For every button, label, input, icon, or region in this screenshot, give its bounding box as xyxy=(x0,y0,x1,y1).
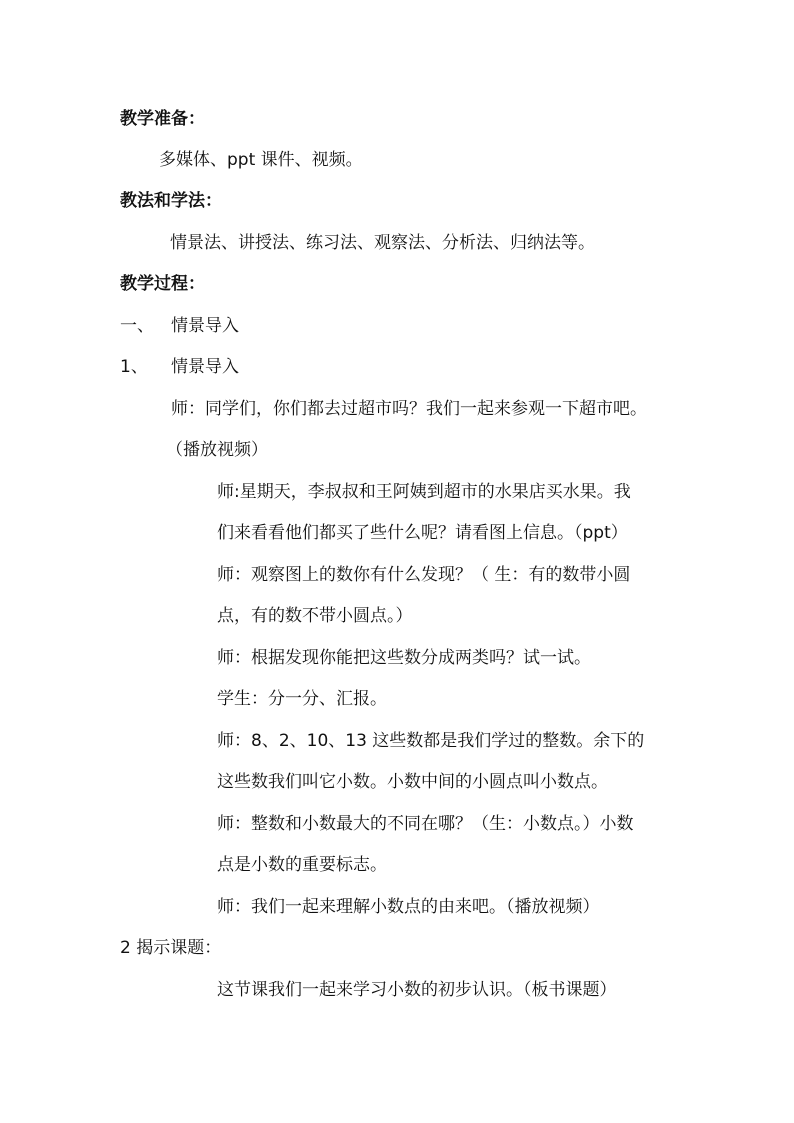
paragraph-3-line-1: 师：观察图上的数你有什么发现？（ 生：有的数带小圆 xyxy=(217,565,631,585)
paragraph-2-line-2: 们来看看他们都买了些什么呢？请看图上信息。（ppt） xyxy=(217,523,628,543)
paragraph-6-line-1: 师：8、2、10、13 这些数都是我们学过的整数。余下的 xyxy=(217,731,645,751)
section1-title: 情景导入 xyxy=(171,316,239,336)
paragraph-7-line-1: 师：整数和小数最大的不同在哪？（生：小数点。）小数 xyxy=(217,814,634,834)
subsection1-number: 1、 xyxy=(120,357,148,377)
subsection2-heading: 2 揭示课题： xyxy=(120,938,222,958)
paragraph-3-line-2: 点，有的数不带小圆点。） xyxy=(217,606,413,626)
process-heading: 教学过程： xyxy=(120,274,205,294)
subsection1-title: 情景导入 xyxy=(171,357,239,377)
paragraph-2-line-1: 师:星期天，李叔叔和王阿姨到超市的水果店买水果。我 xyxy=(217,482,631,502)
section1-number: 一、 xyxy=(120,316,154,336)
paragraph-1: 师：同学们，你们都去过超市吗？我们一起来参观一下超市吧。 xyxy=(171,399,647,419)
paragraph-5: 学生：分一分、汇报。 xyxy=(217,689,387,709)
paragraph-7-line-2: 点是小数的重要标志。 xyxy=(217,855,387,875)
method-text: 情景法、讲授法、练习法、观察法、分析法、归纳法等。 xyxy=(170,233,595,253)
paragraph-4: 师：根据发现你能把这些数分成两类吗？试一试。 xyxy=(217,648,591,668)
paragraph-8: 师：我们一起来理解小数点的由来吧。（播放视频） xyxy=(217,897,600,917)
paragraph-9: 这节课我们一起来学习小数的初步认识。（板书课题） xyxy=(217,980,617,1000)
prep-text: 多媒体、ppt 课件、视频。 xyxy=(159,150,363,170)
prep-heading: 教学准备： xyxy=(120,109,205,129)
paragraph-6-line-2: 这些数我们叫它小数。小数中间的小圆点叫小数点。 xyxy=(217,772,608,792)
method-heading: 教法和学法： xyxy=(120,191,222,211)
paragraph-1-note: （播放视频） xyxy=(166,440,268,460)
